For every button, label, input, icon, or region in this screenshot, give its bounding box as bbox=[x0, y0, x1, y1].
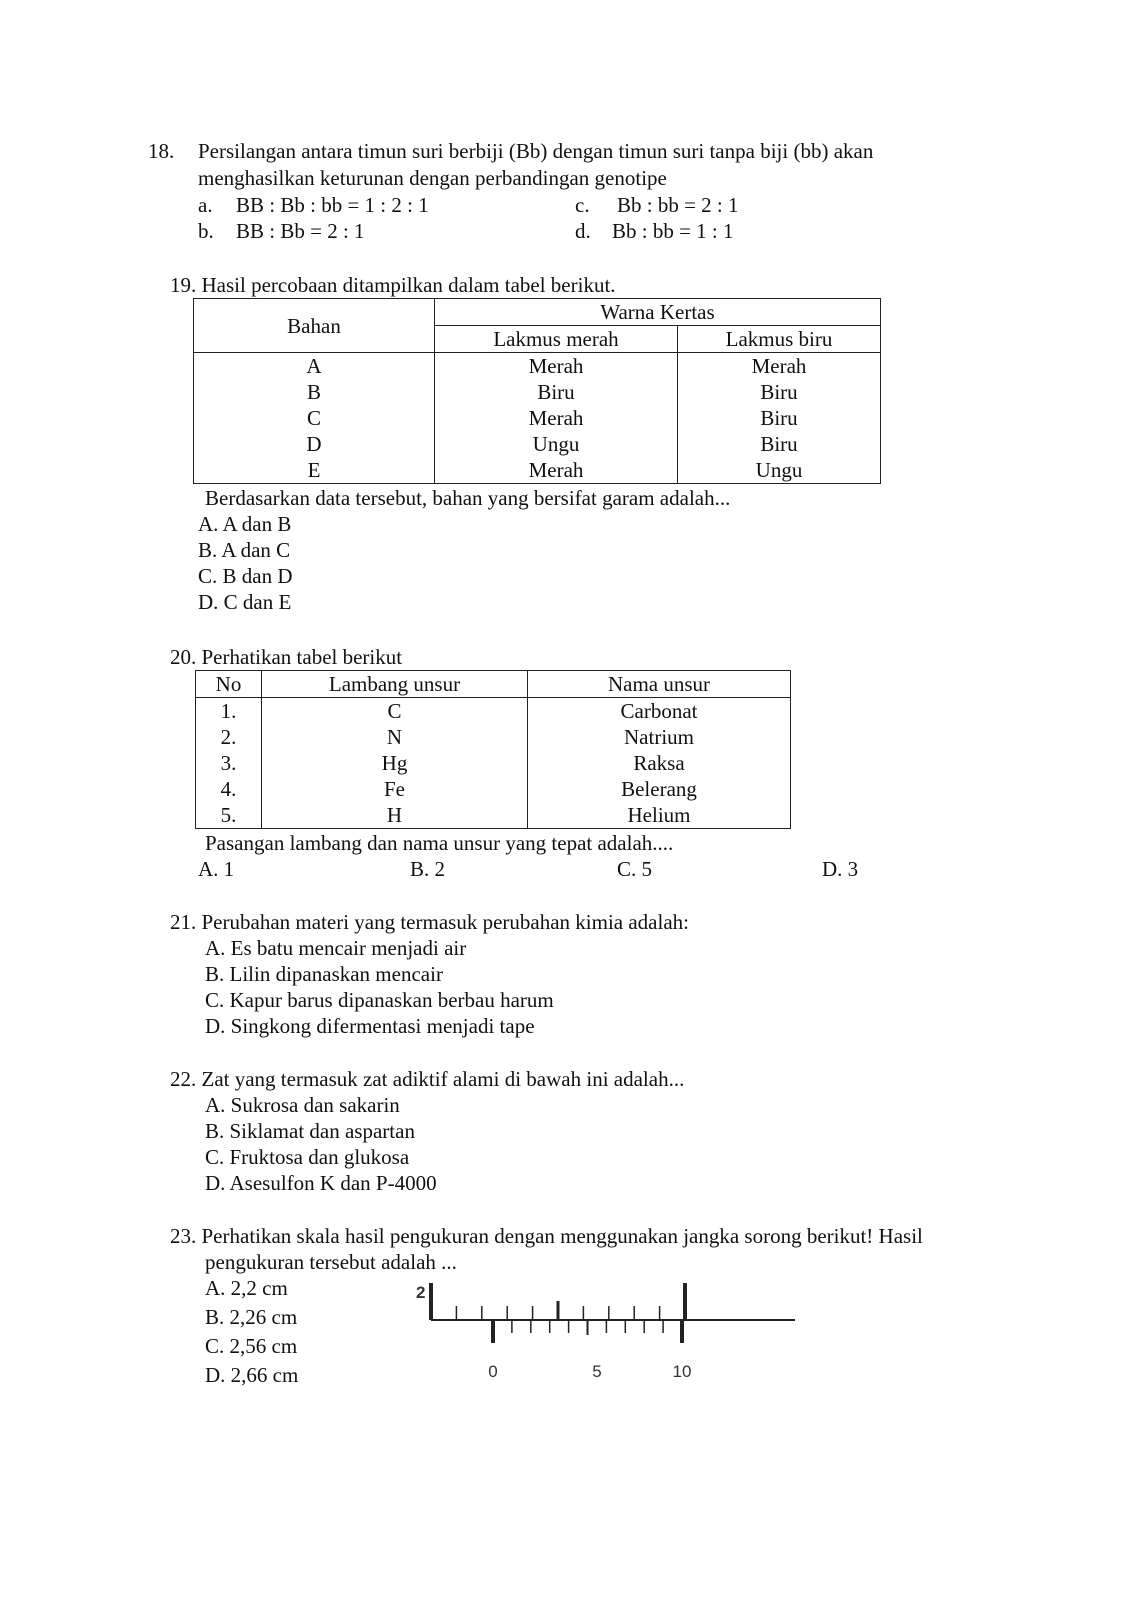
q20-cell: N bbox=[262, 724, 528, 750]
q19-option: B. A dan C bbox=[198, 538, 291, 562]
q23-text-line1: 23. Perhatikan skala hasil pengukuran dengan menggunakan jangka sorong berikut! Hasil bbox=[170, 1224, 923, 1248]
q22-option: A. Sukrosa dan sakarin bbox=[205, 1093, 400, 1117]
table-row bbox=[194, 431, 881, 457]
table-row bbox=[194, 457, 881, 484]
q19-cell: Merah bbox=[435, 405, 678, 431]
q19-question: Berdasarkan data tersebut, bahan yang bersifat garam adalah... bbox=[205, 486, 731, 510]
q19-cell: Biru bbox=[678, 431, 881, 457]
q19-option: A. A dan B bbox=[198, 512, 292, 536]
q19-cell: A bbox=[194, 353, 435, 380]
q22-option: B. Siklamat dan aspartan bbox=[205, 1119, 415, 1143]
table-row bbox=[194, 353, 881, 380]
q19-cell: Ungu bbox=[435, 431, 678, 457]
q19-option: D. C dan E bbox=[198, 590, 292, 614]
q19-cell: Ungu bbox=[678, 457, 881, 484]
q18-option-b-letter: b. bbox=[198, 219, 214, 243]
q18-option-a-letter: a. bbox=[198, 193, 213, 217]
table-row bbox=[194, 405, 881, 431]
q19-cell: Biru bbox=[678, 379, 881, 405]
q20-cell: 2. bbox=[196, 724, 262, 750]
q19-header-warna-kertas: Warna Kertas bbox=[435, 299, 881, 326]
q18-text-line2: menghasilkan keturunan dengan perbandingan genotipe bbox=[198, 166, 667, 190]
q18-option-d: Bb : bb = 1 : 1 bbox=[612, 219, 734, 243]
q20-option-c: C. 5 bbox=[617, 857, 653, 881]
q18-option-c-letter: c. bbox=[575, 193, 590, 217]
q23-text-line2: pengukuran tersebut adalah ... bbox=[205, 1250, 457, 1274]
q19-option: C. B dan D bbox=[198, 564, 293, 588]
vernier-scale bbox=[410, 1275, 810, 1385]
table-row bbox=[196, 698, 791, 725]
q20-option-a: A. 1 bbox=[198, 857, 235, 881]
q18-option-b: BB : Bb = 2 : 1 bbox=[236, 219, 365, 243]
main-scale-label: 2 bbox=[416, 1283, 426, 1302]
q19-cell: Biru bbox=[678, 405, 881, 431]
q20-cell: 4. bbox=[196, 776, 262, 802]
q19-cell: B bbox=[194, 379, 435, 405]
q19-table bbox=[193, 298, 881, 484]
vernier-scale-ticks bbox=[493, 1320, 682, 1343]
q20-cell: 1. bbox=[196, 698, 262, 725]
q20-cell: Belerang bbox=[528, 776, 791, 802]
q20-table bbox=[195, 670, 791, 829]
q20-question: Pasangan lambang dan nama unsur yang tepat adalah.... bbox=[205, 831, 674, 855]
q18-text-line1: Persilangan antara timun suri berbiji (Bb) dengan timun suri tanpa biji (bb) akan bbox=[198, 139, 874, 163]
vernier-label-5: 5 bbox=[592, 1362, 602, 1381]
q20-cell: 5. bbox=[196, 802, 262, 829]
q19-cell: C bbox=[194, 405, 435, 431]
q20-header-lambang: Lambang unsur bbox=[262, 671, 528, 698]
q19-cell: Merah bbox=[678, 353, 881, 380]
q20-cell: H bbox=[262, 802, 528, 829]
main-scale-ticks bbox=[431, 1283, 685, 1320]
q20-text: 20. Perhatikan tabel berikut bbox=[170, 645, 403, 669]
q20-cell: C bbox=[262, 698, 528, 725]
vernier-label-10: 10 bbox=[672, 1362, 692, 1381]
q22-option: C. Fruktosa dan glukosa bbox=[205, 1145, 410, 1169]
q19-header-lakmus-biru: Lakmus biru bbox=[678, 326, 881, 353]
q19-cell: D bbox=[194, 431, 435, 457]
q19-cell: Merah bbox=[435, 353, 678, 380]
q20-cell: Helium bbox=[528, 802, 791, 829]
q19-cell: Biru bbox=[435, 379, 678, 405]
q20-cell: Raksa bbox=[528, 750, 791, 776]
q20-cell: Hg bbox=[262, 750, 528, 776]
q22-option: D. Asesulfon K dan P-4000 bbox=[205, 1171, 437, 1195]
q20-header-nama: Nama unsur bbox=[528, 671, 791, 698]
table-row bbox=[196, 750, 791, 776]
q20-cell: Fe bbox=[262, 776, 528, 802]
table-row bbox=[196, 776, 791, 802]
q21-option: A. Es batu mencair menjadi air bbox=[205, 936, 467, 960]
q20-option-d: D. 3 bbox=[822, 857, 859, 881]
q18-number: 18. bbox=[148, 139, 175, 163]
q21-option: D. Singkong difermentasi menjadi tape bbox=[205, 1014, 535, 1038]
q19-text: 19. Hasil percobaan ditampilkan dalam tabel berikut. bbox=[170, 273, 616, 297]
q20-cell: 3. bbox=[196, 750, 262, 776]
q19-header-bahan: Bahan bbox=[194, 299, 435, 353]
q21-option: B. Lilin dipanaskan mencair bbox=[205, 962, 443, 986]
table-row bbox=[196, 724, 791, 750]
q20-header-no: No bbox=[196, 671, 262, 698]
table-row bbox=[194, 379, 881, 405]
q20-cell: Carbonat bbox=[528, 698, 791, 725]
vernier-label-0: 0 bbox=[488, 1362, 498, 1381]
q23-option: C. 2,56 cm bbox=[205, 1334, 298, 1358]
q23-option: D. 2,66 cm bbox=[205, 1363, 299, 1387]
q23-option: B. 2,26 cm bbox=[205, 1305, 298, 1329]
q18-option-d-letter: d. bbox=[575, 219, 591, 243]
q22-text: 22. Zat yang termasuk zat adiktif alami di bawah ini adalah... bbox=[170, 1067, 685, 1091]
q19-cell: Merah bbox=[435, 457, 678, 484]
table-row bbox=[196, 802, 791, 829]
q19-header-lakmus-merah: Lakmus merah bbox=[435, 326, 678, 353]
q23-option: A. 2,2 cm bbox=[205, 1276, 288, 1300]
q18-option-c: Bb : bb = 2 : 1 bbox=[617, 193, 739, 217]
q20-cell: Natrium bbox=[528, 724, 791, 750]
q19-cell: E bbox=[194, 457, 435, 484]
q21-option: C. Kapur barus dipanaskan berbau harum bbox=[205, 988, 554, 1012]
q18-option-a: BB : Bb : bb = 1 : 2 : 1 bbox=[236, 193, 429, 217]
q21-text: 21. Perubahan materi yang termasuk perubahan kimia adalah: bbox=[170, 910, 689, 934]
q20-option-b: B. 2 bbox=[410, 857, 446, 881]
